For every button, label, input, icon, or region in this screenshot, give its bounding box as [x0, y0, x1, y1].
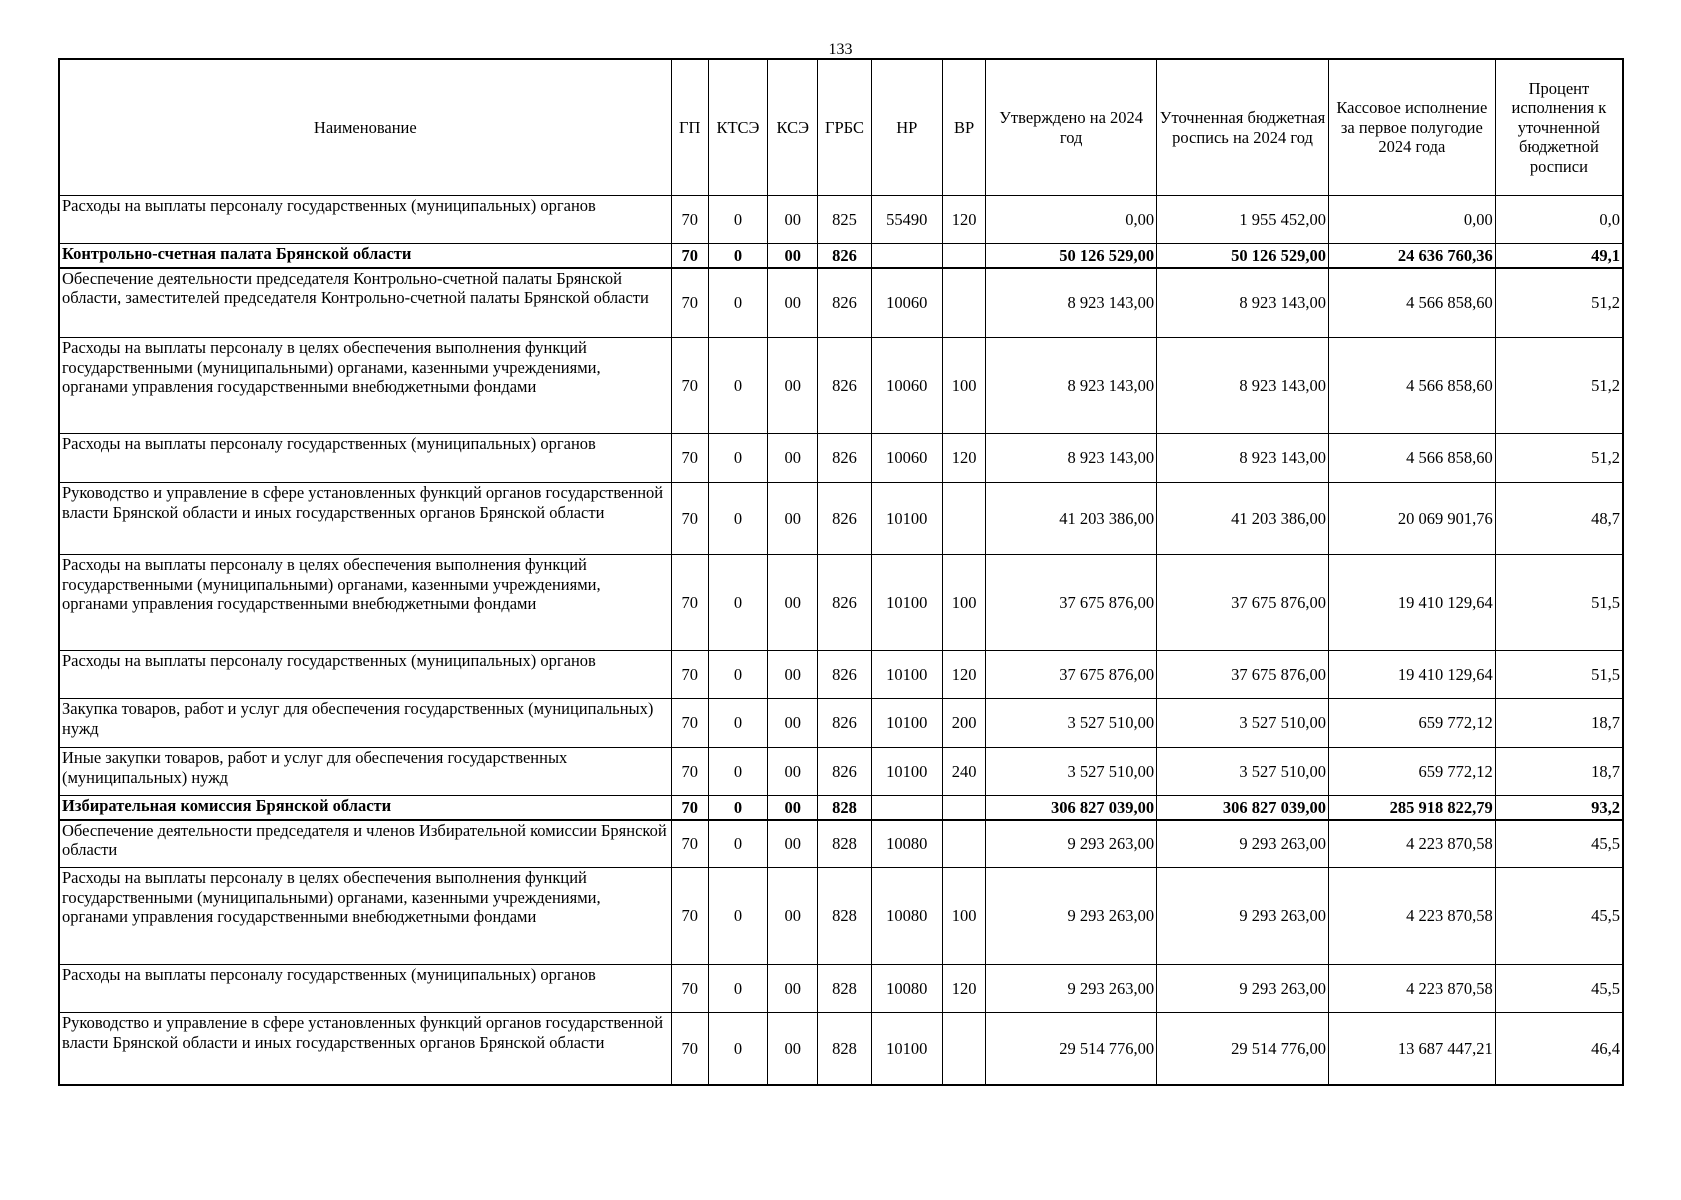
cell-cash: 13 687 447,21 [1328, 1013, 1495, 1085]
cell-ktse: 0 [708, 868, 767, 965]
cell-cash: 19 410 129,64 [1328, 651, 1495, 699]
table-row [59, 268, 1623, 338]
cell-kse: 00 [768, 196, 818, 244]
cell-grbs: 826 [818, 338, 871, 434]
cell-ktse: 0 [708, 699, 767, 748]
header-nr: НР [871, 59, 942, 196]
table-row [59, 196, 1623, 244]
table-row [59, 1013, 1623, 1085]
cell-approved: 306 827 039,00 [986, 796, 1157, 820]
cell-approved: 3 527 510,00 [986, 699, 1157, 748]
header-percent: Процент исполнения к уточненной бюджетной росписи [1495, 59, 1623, 196]
cell-nr: 10060 [871, 434, 942, 483]
cell-gp: 70 [671, 196, 708, 244]
header-gp: ГП [671, 59, 708, 196]
header-grbs: ГРБС [818, 59, 871, 196]
cell-ktse: 0 [708, 555, 767, 651]
cell-grbs: 826 [818, 699, 871, 748]
cell-percent: 93,2 [1495, 796, 1623, 820]
cell-refined: 37 675 876,00 [1157, 651, 1329, 699]
cell-approved: 3 527 510,00 [986, 748, 1157, 796]
cell-percent: 49,1 [1495, 244, 1623, 268]
cell-name: Расходы на выплаты персоналу в целях обеспечения выполнения функций государственными (муниципальными) органами, казенными учреждениями, органами управления государственными внебюджетными фондами [59, 555, 671, 651]
table-row [59, 338, 1623, 434]
cell-gp: 70 [671, 268, 708, 338]
cell-name: Контрольно-счетная палата Брянской области [59, 244, 671, 268]
page-number: 133 [828, 41, 853, 58]
table-row [59, 434, 1623, 483]
cell-cash: 4 566 858,60 [1328, 434, 1495, 483]
cell-cash: 0,00 [1328, 196, 1495, 244]
cell-grbs: 825 [818, 196, 871, 244]
table-row [59, 483, 1623, 555]
header-vr: ВР [942, 59, 985, 196]
cell-approved: 9 293 263,00 [986, 820, 1157, 868]
cell-grbs: 826 [818, 434, 871, 483]
table-row [59, 965, 1623, 1013]
cell-nr: 10100 [871, 699, 942, 748]
cell-vr [942, 483, 985, 555]
cell-refined: 9 293 263,00 [1157, 868, 1329, 965]
cell-name: Расходы на выплаты персоналу государственных (муниципальных) органов [59, 434, 671, 483]
cell-kse: 00 [768, 868, 818, 965]
cell-percent: 0,0 [1495, 196, 1623, 244]
cell-grbs: 828 [818, 820, 871, 868]
cell-nr: 10100 [871, 555, 942, 651]
cell-vr: 120 [942, 965, 985, 1013]
cell-cash: 4 566 858,60 [1328, 268, 1495, 338]
cell-ktse: 0 [708, 268, 767, 338]
cell-ktse: 0 [708, 820, 767, 868]
cell-vr: 200 [942, 699, 985, 748]
cell-vr: 100 [942, 338, 985, 434]
cell-nr: 10100 [871, 748, 942, 796]
cell-ktse: 0 [708, 196, 767, 244]
cell-vr [942, 268, 985, 338]
cell-percent: 51,2 [1495, 434, 1623, 483]
cell-nr: 10060 [871, 338, 942, 434]
cell-grbs: 828 [818, 796, 871, 820]
cell-kse: 00 [768, 244, 818, 268]
cell-percent: 18,7 [1495, 748, 1623, 796]
cell-kse: 00 [768, 965, 818, 1013]
cell-approved: 37 675 876,00 [986, 651, 1157, 699]
cell-cash: 659 772,12 [1328, 699, 1495, 748]
cell-cash: 19 410 129,64 [1328, 555, 1495, 651]
cell-name: Расходы на выплаты персоналу государственных (муниципальных) органов [59, 651, 671, 699]
cell-name: Расходы на выплаты персоналу в целях обеспечения выполнения функций государственными (муниципальными) органами, казенными учреждениями, органами управления государственными внебюджетными фондами [59, 868, 671, 965]
cell-kse: 00 [768, 483, 818, 555]
cell-kse: 00 [768, 268, 818, 338]
cell-nr [871, 796, 942, 820]
cell-refined: 3 527 510,00 [1157, 748, 1329, 796]
cell-vr [942, 796, 985, 820]
cell-approved: 0,00 [986, 196, 1157, 244]
header-cash: Кассовое исполнение за первое полугодие 2024 года [1328, 59, 1495, 196]
cell-cash: 20 069 901,76 [1328, 483, 1495, 555]
cell-cash: 659 772,12 [1328, 748, 1495, 796]
cell-approved: 50 126 529,00 [986, 244, 1157, 268]
cell-nr [871, 244, 942, 268]
cell-percent: 48,7 [1495, 483, 1623, 555]
cell-refined: 8 923 143,00 [1157, 434, 1329, 483]
cell-kse: 00 [768, 699, 818, 748]
table-row [59, 748, 1623, 796]
cell-cash: 24 636 760,36 [1328, 244, 1495, 268]
cell-nr: 10080 [871, 965, 942, 1013]
cell-gp: 70 [671, 555, 708, 651]
cell-vr: 240 [942, 748, 985, 796]
cell-percent: 18,7 [1495, 699, 1623, 748]
cell-ktse: 0 [708, 434, 767, 483]
cell-percent: 45,5 [1495, 868, 1623, 965]
cell-refined: 9 293 263,00 [1157, 820, 1329, 868]
cell-percent: 51,5 [1495, 651, 1623, 699]
cell-approved: 41 203 386,00 [986, 483, 1157, 555]
cell-ktse: 0 [708, 1013, 767, 1085]
cell-grbs: 826 [818, 244, 871, 268]
cell-refined: 41 203 386,00 [1157, 483, 1329, 555]
header-refined: Уточненная бюджетная роспись на 2024 год [1157, 59, 1329, 196]
cell-ktse: 0 [708, 651, 767, 699]
cell-gp: 70 [671, 1013, 708, 1085]
cell-grbs: 826 [818, 651, 871, 699]
cell-gp: 70 [671, 434, 708, 483]
cell-ktse: 0 [708, 965, 767, 1013]
cell-name: Иные закупки товаров, работ и услуг для обеспечения государственных (муниципальных) нужд [59, 748, 671, 796]
cell-nr: 10100 [871, 651, 942, 699]
cell-refined: 8 923 143,00 [1157, 268, 1329, 338]
cell-grbs: 826 [818, 483, 871, 555]
table-row [59, 651, 1623, 699]
cell-gp: 70 [671, 699, 708, 748]
cell-nr: 55490 [871, 196, 942, 244]
cell-ktse: 0 [708, 748, 767, 796]
cell-grbs: 826 [818, 268, 871, 338]
cell-cash: 4 566 858,60 [1328, 338, 1495, 434]
cell-nr: 10080 [871, 820, 942, 868]
cell-refined: 1 955 452,00 [1157, 196, 1329, 244]
cell-name: Расходы на выплаты персоналу государственных (муниципальных) органов [59, 196, 671, 244]
cell-kse: 00 [768, 434, 818, 483]
cell-vr [942, 820, 985, 868]
cell-refined: 3 527 510,00 [1157, 699, 1329, 748]
cell-name: Обеспечение деятельности председателя и членов Избирательной комиссии Брянской области [59, 820, 671, 868]
table-body [59, 196, 1623, 1085]
table-row [59, 820, 1623, 868]
cell-vr [942, 1013, 985, 1085]
cell-name: Обеспечение деятельности председателя Контрольно-счетной палаты Брянской области, заместителей председателя Контрольно-счетной палаты Брянской области [59, 268, 671, 338]
cell-name: Расходы на выплаты персоналу в целях обеспечения выполнения функций государственными (муниципальными) органами, казенными учреждениями, органами управления государственными внебюджетными фондами [59, 338, 671, 434]
table-row [59, 699, 1623, 748]
header-ktse: КТСЭ [708, 59, 767, 196]
cell-percent: 51,5 [1495, 555, 1623, 651]
cell-name: Закупка товаров, работ и услуг для обеспечения государственных (муниципальных) нужд [59, 699, 671, 748]
cell-percent: 46,4 [1495, 1013, 1623, 1085]
cell-nr: 10100 [871, 483, 942, 555]
cell-percent: 45,5 [1495, 965, 1623, 1013]
cell-approved: 8 923 143,00 [986, 434, 1157, 483]
cell-kse: 00 [768, 1013, 818, 1085]
cell-nr: 10100 [871, 1013, 942, 1085]
cell-ktse: 0 [708, 483, 767, 555]
table-row [59, 244, 1623, 268]
cell-vr [942, 244, 985, 268]
cell-cash: 4 223 870,58 [1328, 820, 1495, 868]
cell-refined: 29 514 776,00 [1157, 1013, 1329, 1085]
cell-ktse: 0 [708, 338, 767, 434]
cell-percent: 51,2 [1495, 338, 1623, 434]
cell-kse: 00 [768, 555, 818, 651]
cell-nr: 10080 [871, 868, 942, 965]
table-row [59, 868, 1623, 965]
cell-refined: 9 293 263,00 [1157, 965, 1329, 1013]
cell-approved: 9 293 263,00 [986, 965, 1157, 1013]
cell-approved: 29 514 776,00 [986, 1013, 1157, 1085]
cell-nr: 10060 [871, 268, 942, 338]
cell-ktse: 0 [708, 244, 767, 268]
cell-grbs: 826 [818, 555, 871, 651]
cell-kse: 00 [768, 338, 818, 434]
cell-approved: 37 675 876,00 [986, 555, 1157, 651]
budget-table [58, 58, 1624, 1086]
cell-vr: 120 [942, 196, 985, 244]
cell-refined: 37 675 876,00 [1157, 555, 1329, 651]
cell-vr: 100 [942, 868, 985, 965]
cell-name: Расходы на выплаты персоналу государственных (муниципальных) органов [59, 965, 671, 1013]
cell-kse: 00 [768, 796, 818, 820]
cell-ktse: 0 [708, 796, 767, 820]
cell-vr: 100 [942, 555, 985, 651]
cell-percent: 51,2 [1495, 268, 1623, 338]
header-name: Наименование [59, 59, 671, 196]
cell-refined: 306 827 039,00 [1157, 796, 1329, 820]
cell-cash: 285 918 822,79 [1328, 796, 1495, 820]
cell-approved: 9 293 263,00 [986, 868, 1157, 965]
table-row [59, 796, 1623, 820]
cell-gp: 70 [671, 965, 708, 1013]
cell-approved: 8 923 143,00 [986, 338, 1157, 434]
cell-kse: 00 [768, 748, 818, 796]
cell-gp: 70 [671, 820, 708, 868]
table-row [59, 555, 1623, 651]
cell-approved: 8 923 143,00 [986, 268, 1157, 338]
cell-refined: 8 923 143,00 [1157, 338, 1329, 434]
cell-vr: 120 [942, 651, 985, 699]
cell-grbs: 826 [818, 748, 871, 796]
cell-name: Руководство и управление в сфере установленных функций органов государственной власти Брянской области и иных государственных органов Брянской области [59, 1013, 671, 1085]
cell-gp: 70 [671, 868, 708, 965]
header-approved: Утверждено на 2024 год [986, 59, 1157, 196]
cell-vr: 120 [942, 434, 985, 483]
cell-gp: 70 [671, 338, 708, 434]
cell-gp: 70 [671, 244, 708, 268]
header-kse: КСЭ [768, 59, 818, 196]
cell-grbs: 828 [818, 868, 871, 965]
cell-gp: 70 [671, 651, 708, 699]
cell-refined: 50 126 529,00 [1157, 244, 1329, 268]
cell-kse: 00 [768, 651, 818, 699]
cell-gp: 70 [671, 483, 708, 555]
cell-kse: 00 [768, 820, 818, 868]
cell-grbs: 828 [818, 965, 871, 1013]
cell-cash: 4 223 870,58 [1328, 965, 1495, 1013]
cell-grbs: 828 [818, 1013, 871, 1085]
cell-gp: 70 [671, 748, 708, 796]
cell-gp: 70 [671, 796, 708, 820]
cell-name: Руководство и управление в сфере установленных функций органов государственной власти Брянской области и иных государственных органов Брянской области [59, 483, 671, 555]
cell-cash: 4 223 870,58 [1328, 868, 1495, 965]
cell-percent: 45,5 [1495, 820, 1623, 868]
cell-name: Избирательная комиссия Брянской области [59, 796, 671, 820]
header-row [59, 59, 1623, 196]
